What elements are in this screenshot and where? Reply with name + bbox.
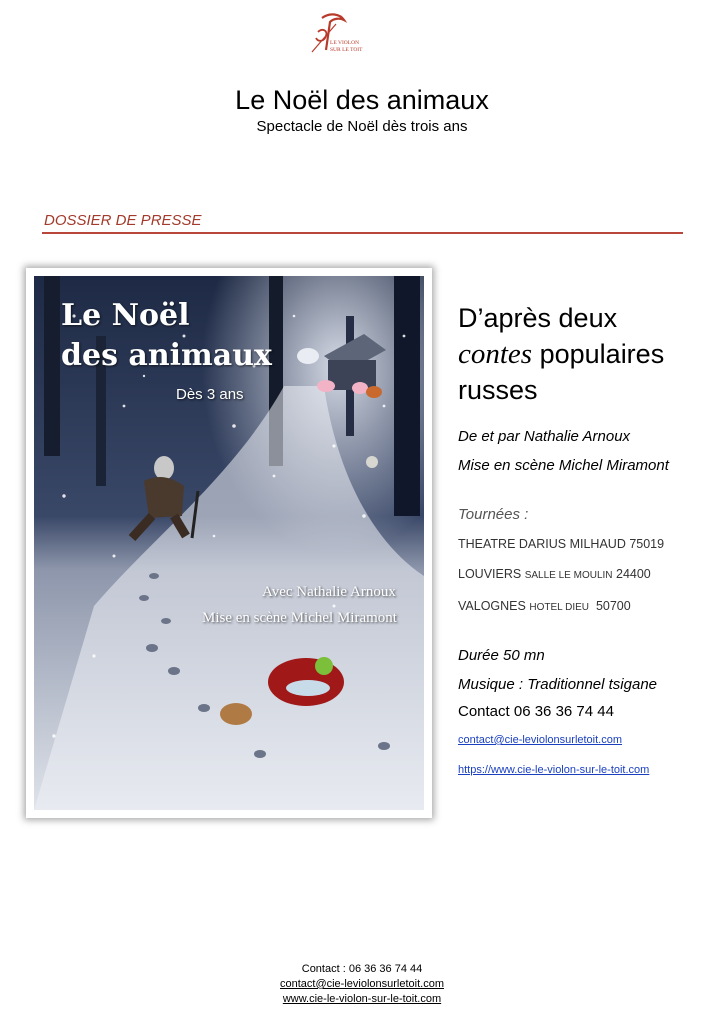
poster-credit-director: Mise en scène Michel Miramont [202,610,397,626]
company-logo [300,12,370,56]
page-footer [0,962,724,1007]
duration: Durée 50 mn [458,647,545,664]
poster-title-line2: des animaux [61,338,272,373]
contact-phone: Contact 06 36 36 74 44 [458,703,614,720]
website-link[interactable]: https://www.cie-le-violon-sur-le-toit.com [458,764,650,776]
footer-contact: Contact : 06 36 36 74 44 [301,963,423,975]
poster-age: Dès 3 ans [176,386,244,403]
page-subtitle: Spectacle de Noël dès trois ans [256,118,468,135]
poster-credit-actor: Avec Nathalie Arnoux [262,584,396,600]
info-heading [458,300,708,408]
heading-part2: populaires russes [458,339,665,405]
director-line: Mise en scène Michel Miramont [458,457,669,474]
poster-image [26,268,432,818]
poster-title-line1: Le Noël [61,298,190,333]
svg-text:SUR LE TOIT: SUR LE TOIT [330,47,363,53]
section-divider [42,232,683,234]
venue-item: LOUVIERS SALLE LE MOULIN 24400 [458,567,651,581]
email-link[interactable]: contact@cie-leviolonsurletoit.com [458,734,623,746]
section-label: DOSSIER DE PRESSE [44,212,202,229]
tours-label: Tournées : [458,506,529,523]
venue-item: THEATRE DARIUS MILHAUD 75019 [458,537,665,551]
footer-website-link[interactable]: www.cie-le-violon-sur-le-toit.com [282,993,442,1005]
heading-part1: D’après deux [458,303,618,333]
show-info [458,300,708,785]
footer-email-link[interactable]: contact@cie-leviolonsurletoit.com [279,978,444,990]
svg-text:LE VIOLON: LE VIOLON [330,40,360,46]
author-line: De et par Nathalie Arnoux [458,428,631,445]
venue-item: VALOGNES HOTEL DIEU 50700 [458,599,631,613]
heading-italic: contes [458,338,533,370]
page-title: Le Noël des animaux [235,85,489,115]
music: Musique : Traditionnel tsigane [458,676,657,693]
